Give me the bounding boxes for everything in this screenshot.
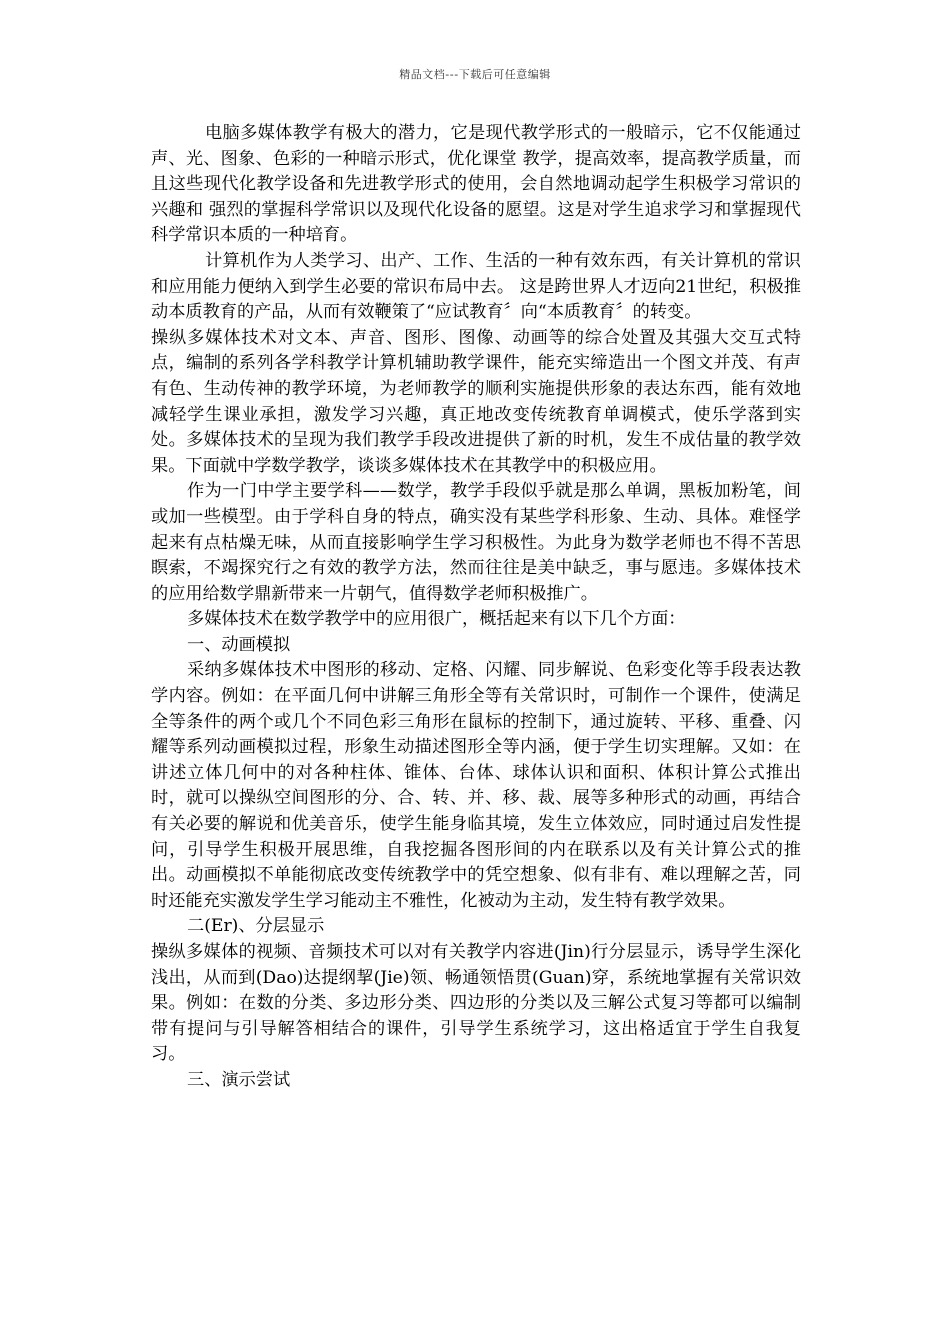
document-body [151,121,801,1094]
paragraph: 计算机作为人类学习、出产、工作、生活的一种有效东西，有关计算机的常识和应用能力便纳入到学生必要的常识布局中去。 这是跨世界人才迈向21世纪，积极推动本质教育的产品，从而有效鞭策了“应试教育〞向“本质教育〞的转变。 [151,250,801,323]
page-header: 精品文档---下载后可任意编辑 [399,68,551,81]
section-heading: 三、演示尝试 [187,1069,291,1090]
section-heading: 二(Er)、分层显示 [187,916,325,937]
paragraph: 采纳多媒体技术中图形的移动、定格、闪耀、同步解说、色彩变化等手段表达教学内容。例如：在平面几何中讲解三角形全等有关常识时，可制作一个课件，使满足全等条件的两个或几个不同色彩三角形在鼠标的控制下，通过旋转、平移、重叠、闪耀等系列动画模拟过程，形象生动描述图形全等内涵，便于学生切实理解。又如：在讲述立体几何中的对各种柱体、锥体、台体、球体认识和面积、体积计算公式推出时，就可以操纵空间图形的分、合、转、并、移、裁、展等多种形式的动画，再结合有关必要的解说和优美音乐，使学生能身临其境，发生立体效应，同时通过启发性提问，引导学生积极开展思维，自我挖掘各图形间的内在联系以及有关计算公式的推出。动画模拟不单能彻底改变传统教学中的凭空想象、似有非有、难以理解之苦，同时还能充实激发学生学习能动主不雅性，化被动为主动，发生特有教学效果。 [151,660,801,911]
paragraph: 操纵多媒体技术对文本、声音、图形、图像、动画等的综合处置及其强大交互式特点，编制的系列各学科教学计算机辅助教学课件，能充实缔造出一个图文并茂、有声有色、生动传神的教学环境，为老师教学的顺利实施提供形象的表达东西，能有效地减轻学生课业承担，激发学习兴趣，真正地改变传统教育单调模式，使乐学落到实处。多媒体技术的呈现为我们教学手段改进提供了新的时机，发生不成估量的教学效果。下面就中学数学教学，谈谈多媒体技术在其教学中的积极应用。 [151,327,801,476]
paragraph: 操纵多媒体的视频、音频技术可以对有关教学内容进(Jin)行分层显示，诱导学生深化浅出，从而到(Dao)达提纲挈(Jie)领、畅通领悟贯(Guan)穿，系统地掌握有关常识效果。例如：在数的分类、多边形分类、四边形的分类以及三解公式复习等都可以编制带有提问与引导解答相结合的课件，引导学生系统学习，这出格适宜于学生自我复习。 [151,942,801,1065]
paragraph: 多媒体技术在数学教学中的应用很广，概括起来有以下几个方面： [187,609,686,630]
paragraph: 电脑多媒体教学有极大的潜力，它是现代教学形式的一般暗示，它不仅能通过声、光、图象、色彩的一种暗示形式，优化课堂 教学，提高效率，提高教学质量，而且这些现代化教学设备和先进教学形式的使用，会自然地调动起学生积极学习常识的兴趣和 强烈的掌握科学常识以及现代化设备的愿望。这是对学生追求学习和掌握现代科学常识本质的一种培育。 [151,123,801,246]
section-heading: 一、动画模拟 [187,634,291,655]
paragraph: 作为一门中学主要学科——数学，教学手段似乎就是那么单调，黑板加粉笔，间或加一些模型。由于学科自身的特点，确实没有某些学科形象、生动、具体。难怪学起来有点枯燥无味，从而直接影响学生学习积极性。为此身为数学老师也不得不苦思瞑索，不竭探究行之有效的教学方法，然而往往是美中缺乏，事与愿违。多媒体技术的应用给数学鼎新带来一片朝气，值得数学老师积极推广。 [151,481,801,604]
